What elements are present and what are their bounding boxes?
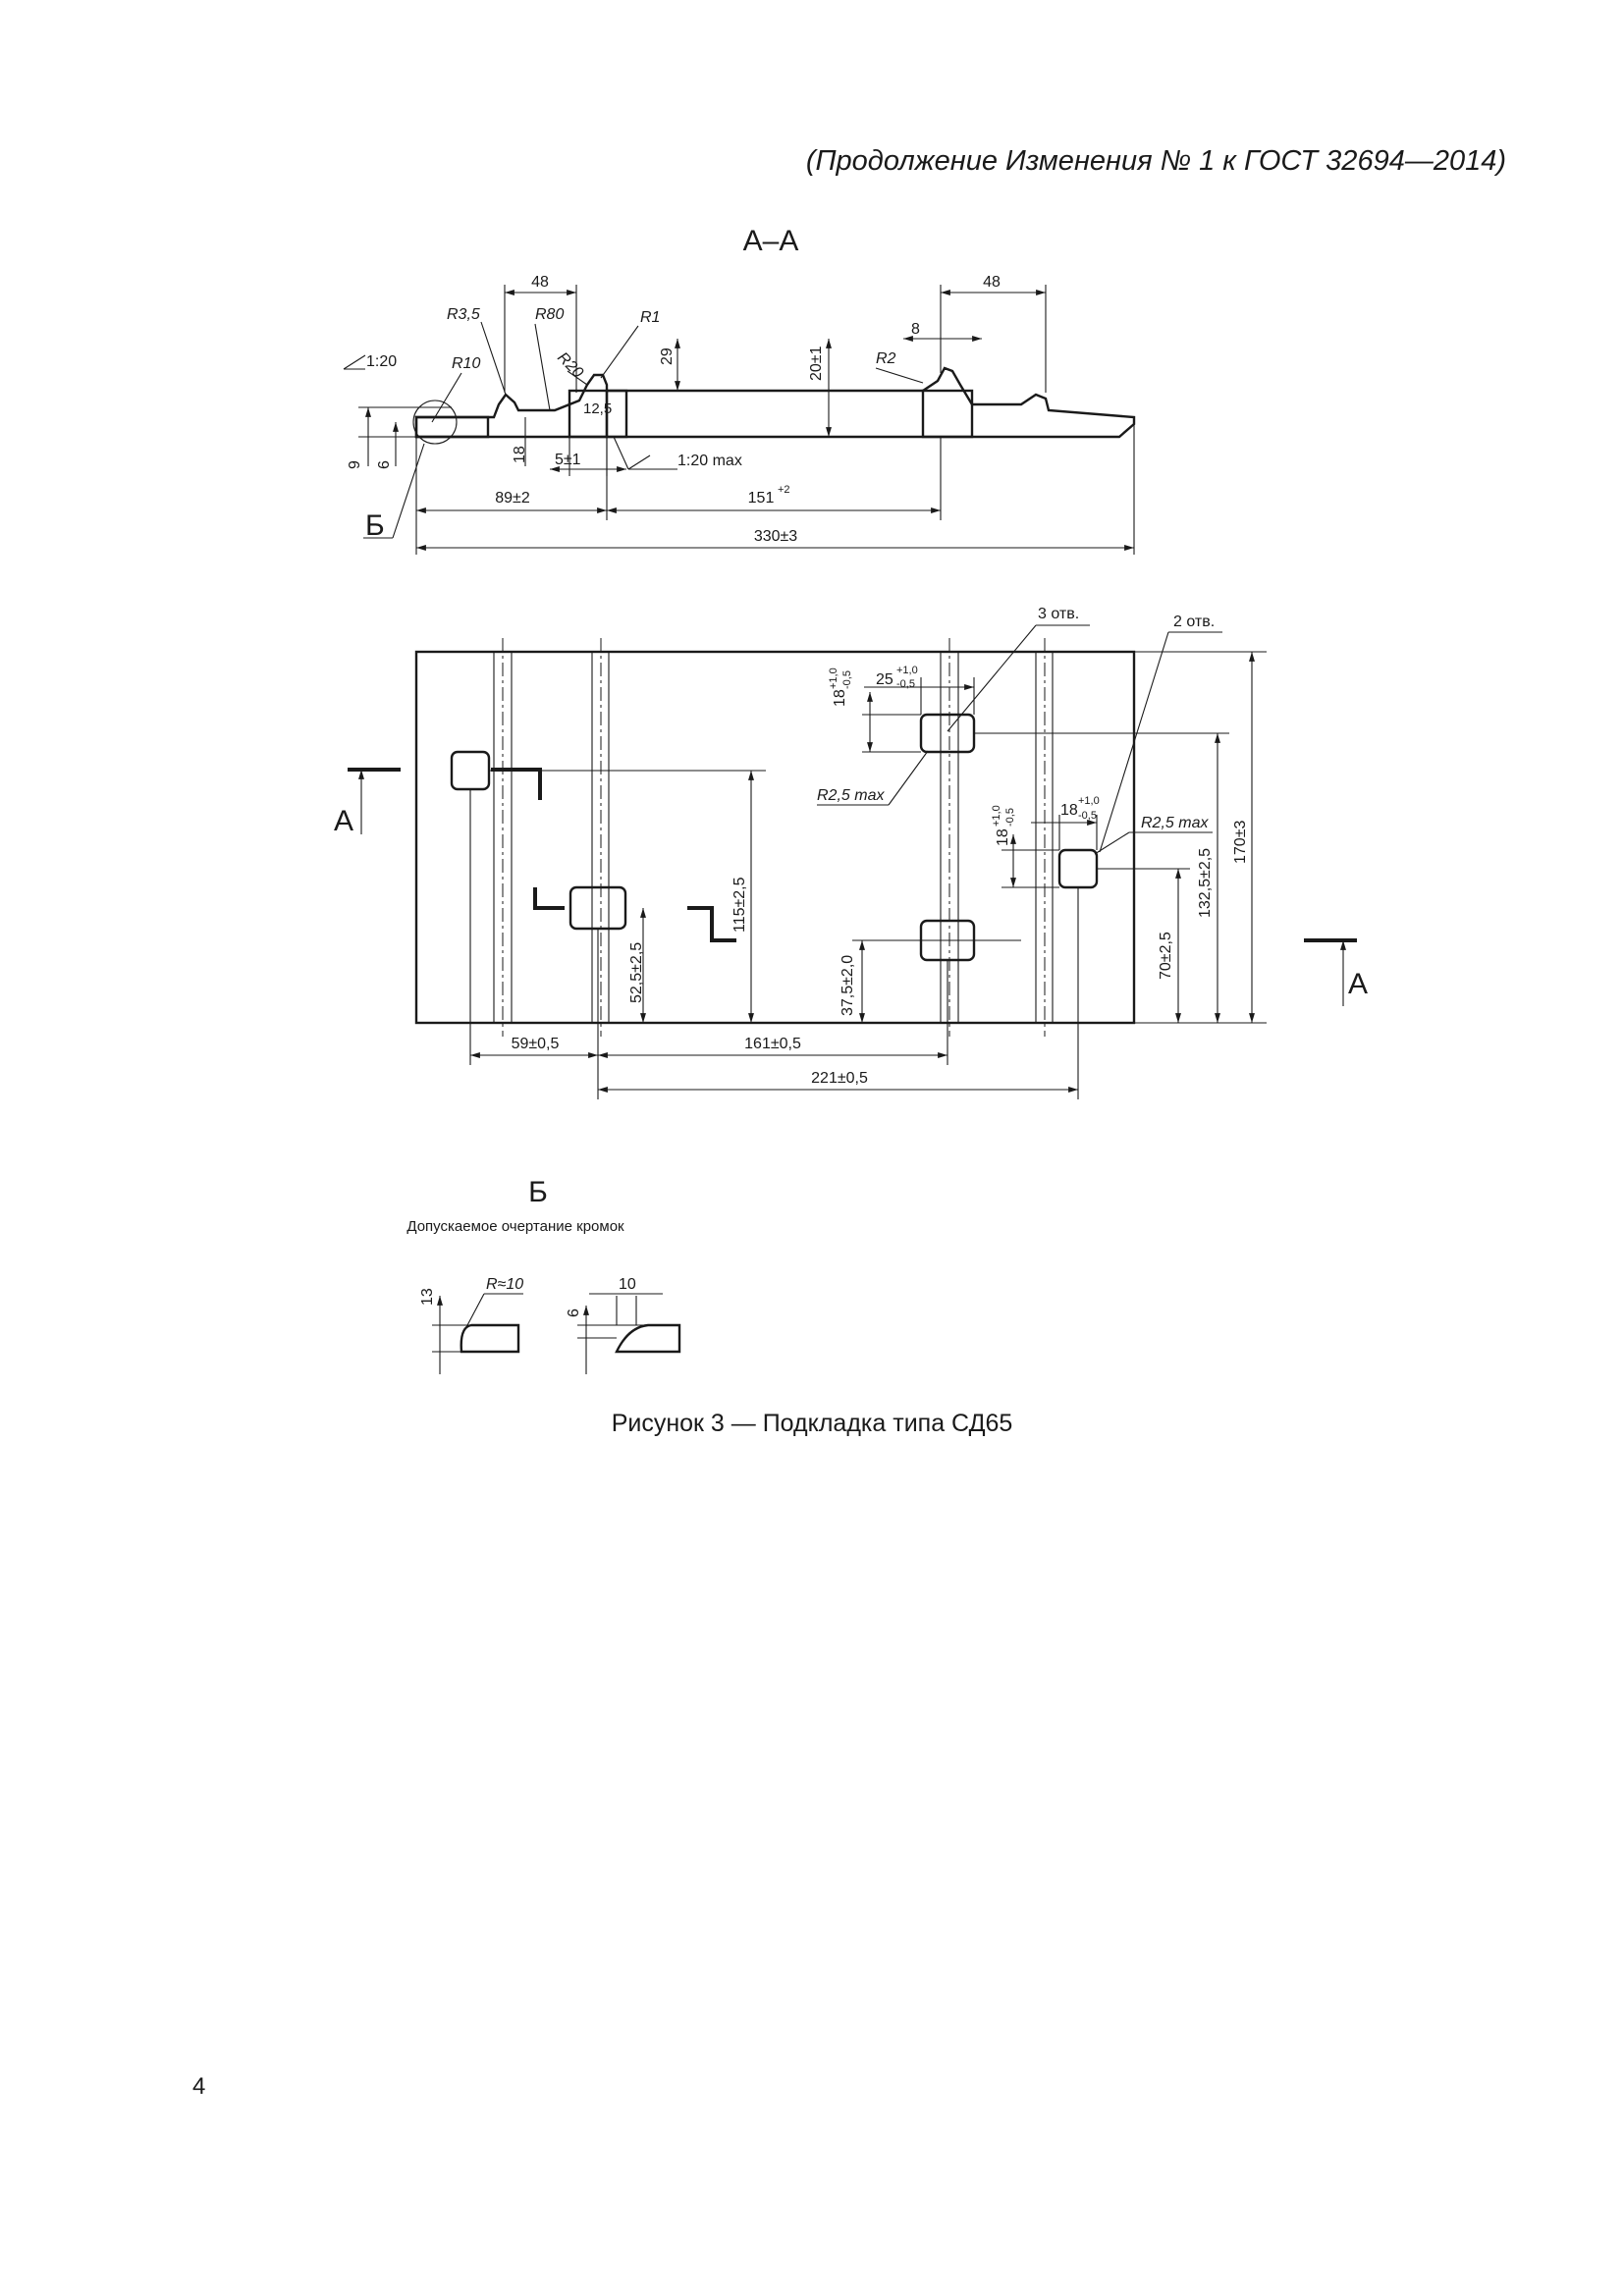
detail-b [406,1176,679,1374]
dim-20: 20±1 [808,346,825,381]
dim-115: 115±2,5 [731,877,748,933]
dim-12-5: 12,5 [583,400,613,417]
edge-profile-2 [617,1325,679,1352]
dim-29: 29 [659,347,676,365]
detail-b-title: Б [528,1176,548,1208]
dim-25: 25 [876,671,893,688]
edge-profile-1 [461,1325,518,1352]
dim-18c-tol-up: +1,0 [1078,795,1100,807]
hole-3 [921,715,974,752]
dim-70: 70±2,5 [1158,932,1174,980]
dim-6: 6 [376,460,393,469]
dim-r10: R10 [452,355,481,372]
dim-59: 59±0,5 [511,1036,560,1052]
dim-25-tol-up: +1,0 [896,665,918,676]
dim-18b-tol-up: +1,0 [991,805,1002,827]
plan-view [334,606,1368,1099]
figure-caption: Рисунок 3 — Подкладка типа СД65 [611,1410,1013,1437]
ribs [494,652,1053,1023]
dim-151: 151 [747,490,775,507]
dim-r80: R80 [535,306,565,323]
dim-5: 5±1 [555,452,581,468]
slot-right [923,391,972,437]
plate-profile-hatched [416,368,1134,437]
detail-dim-6: 6 [566,1308,582,1317]
dim-37-5: 37,5±2,0 [839,954,856,1016]
dim-25-tol-dn: -0,5 [896,678,915,690]
dim-132-5: 132,5±2,5 [1197,847,1214,918]
dim-52-5: 52,5±2,5 [628,941,645,1003]
dim-18c-tol-dn: -0,5 [1078,810,1097,822]
dim-18a-tol-up: +1,0 [828,667,839,689]
dim-18b-tol-dn: -0,5 [1004,808,1016,827]
dim-48-right: 48 [983,274,1001,291]
dim-151-tol: +2 [778,484,790,496]
label-2-holes: 2 отв. [1173,614,1216,630]
detail-b-subtitle: Допускаемое очертание кромок [406,1218,624,1235]
detail-dim-r10: R≈10 [486,1276,524,1293]
hole-5 [1059,850,1097,887]
dim-r3-5: R3,5 [447,306,480,323]
dim-161: 161±0,5 [744,1036,801,1052]
dim-170: 170±3 [1232,820,1249,864]
section-title: А–А [742,225,799,257]
dim-89: 89±2 [495,490,530,507]
dim-r1: R1 [640,309,661,326]
section-marker-left: А [334,805,354,837]
dim-18: 18 [512,446,528,463]
dim-r2: R2 [876,350,896,367]
detail-dim-10: 10 [619,1276,636,1293]
label-3-holes: 3 отв. [1038,606,1080,622]
dim-18b: 18 [995,828,1011,846]
dim-slope-max: 1:20 max [677,453,742,469]
plate-edge-left [416,417,488,437]
dim-r20: R20 [554,348,587,382]
callout-b: Б [365,509,385,542]
detail-dim-13: 13 [419,1288,436,1306]
dim-8: 8 [911,321,920,338]
document-header: (Продолжение Изменения № 1 к ГОСТ 32694—2014) [805,145,1506,177]
hole-2 [570,887,625,929]
dim-r2-5-a: R2,5 max [817,787,885,804]
dim-18a-tol-dn: -0,5 [841,670,853,689]
dim-18a: 18 [832,689,848,707]
dim-9: 9 [347,460,363,469]
section-marker-right: А [1348,968,1369,1000]
dim-r2-5-b: R2,5 max [1141,815,1209,831]
plate-outline [416,652,1134,1023]
dim-330: 330±3 [753,528,798,545]
dim-221: 221±0,5 [811,1070,868,1087]
dim-slope: 1:20 [366,353,398,370]
section-a-a [344,225,1134,555]
page-number: 4 [192,2073,206,2100]
dim-18c-w: 18 [1060,802,1078,819]
hole-1 [452,752,489,789]
dim-48-left: 48 [531,274,549,291]
